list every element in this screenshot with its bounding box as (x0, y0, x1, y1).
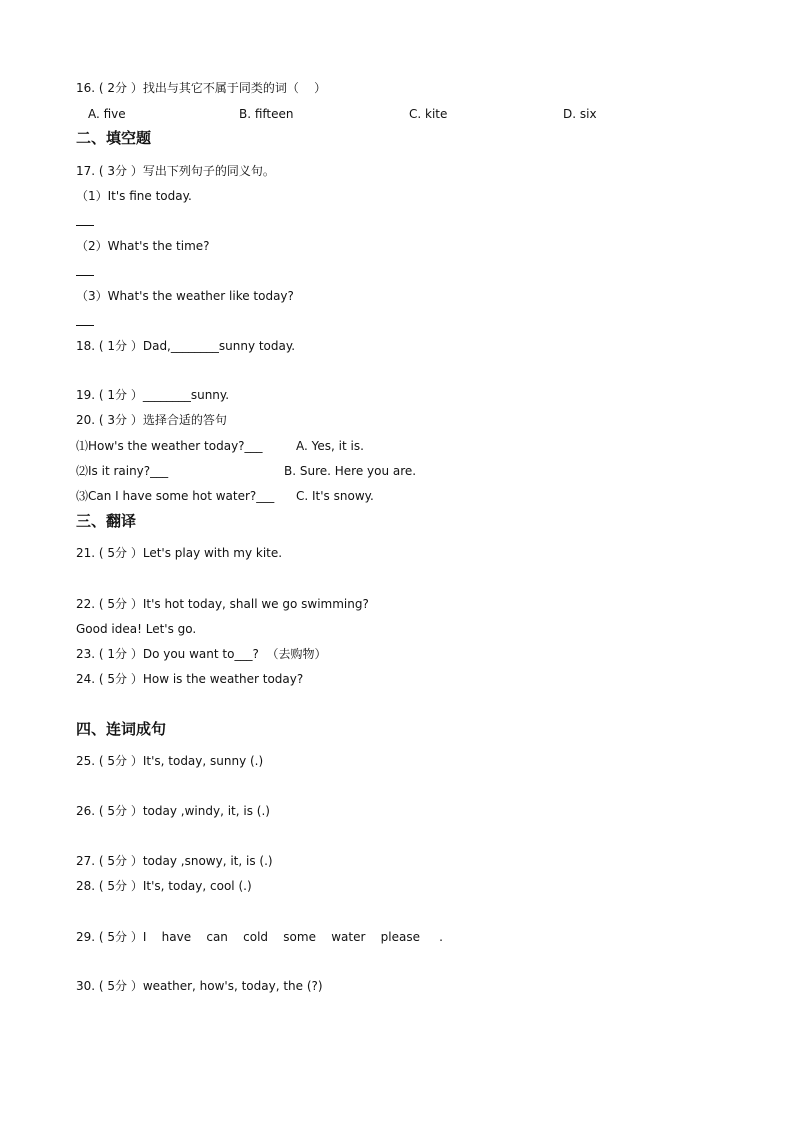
question-20-left-3: ⑶Can I have some hot water?___ (76, 489, 275, 503)
question-24: 24. ( 5分 ）How is the weather today? (76, 672, 304, 686)
question-16-stem: 16. ( 2分 ）找出与其它不属于同类的词（ ） (76, 81, 327, 95)
question-30: 30. ( 5分 ）weather, how's, today, the (?) (76, 979, 323, 993)
answer-blank-line (76, 275, 94, 276)
answer-blank-line (76, 325, 94, 326)
question-27: 27. ( 5分 ）today ,snowy, it, is (.) (76, 854, 273, 868)
question-18: 18. ( 1分 ）Dad,________sunny today. (76, 339, 296, 353)
question-20-right-c: C. It's snowy. (296, 489, 374, 503)
question-16-option-a: A. five (88, 107, 126, 121)
question-25: 25. ( 5分 ）It's, today, sunny (.) (76, 754, 264, 768)
question-16-option-d: D. six (563, 107, 597, 121)
question-16-option-c: C. kite (409, 107, 448, 121)
question-16-option-b: B. fifteen (239, 107, 294, 121)
question-20-left-2: ⑵Is it rainy?___ (76, 464, 169, 478)
question-21: 21. ( 5分 ）Let's play with my kite. (76, 546, 283, 560)
question-20-stem: 20. ( 3分 ）选择合适的答句 (76, 413, 227, 427)
question-29: 29. ( 5分 ）I have can cold some water please . (76, 930, 443, 944)
question-23: 23. ( 1分 ）Do you want to___? （去购物） (76, 647, 327, 661)
question-17-stem: 17. ( 3分 ）写出下列句子的同义句。 (76, 164, 275, 178)
question-17-item-2: （2）What's the time? (76, 239, 210, 253)
question-20-right-b: B. Sure. Here you are. (284, 464, 417, 478)
section-heading-translation: 三、翻译 (76, 512, 137, 530)
question-26: 26. ( 5分 ）today ,windy, it, is (.) (76, 804, 270, 818)
section-heading-fill-blank: 二、填空题 (76, 129, 152, 147)
question-22: 22. ( 5分 ）It's hot today, shall we go swimming? (76, 597, 369, 611)
question-17-item-3: （3）What's the weather like today? (76, 289, 294, 303)
answer-blank-line (76, 225, 94, 226)
question-19: 19. ( 1分 ）________sunny. (76, 388, 230, 402)
question-20-left-1: ⑴How's the weather today?___ (76, 439, 263, 453)
question-22-reply: Good idea! Let's go. (76, 622, 197, 636)
question-20-right-a: A. Yes, it is. (296, 439, 364, 453)
question-17-item-1: （1）It's fine today. (76, 189, 192, 203)
section-heading-sentence-building: 四、连词成句 (76, 720, 167, 738)
question-28: 28. ( 5分 ）It's, today, cool (.) (76, 879, 252, 893)
